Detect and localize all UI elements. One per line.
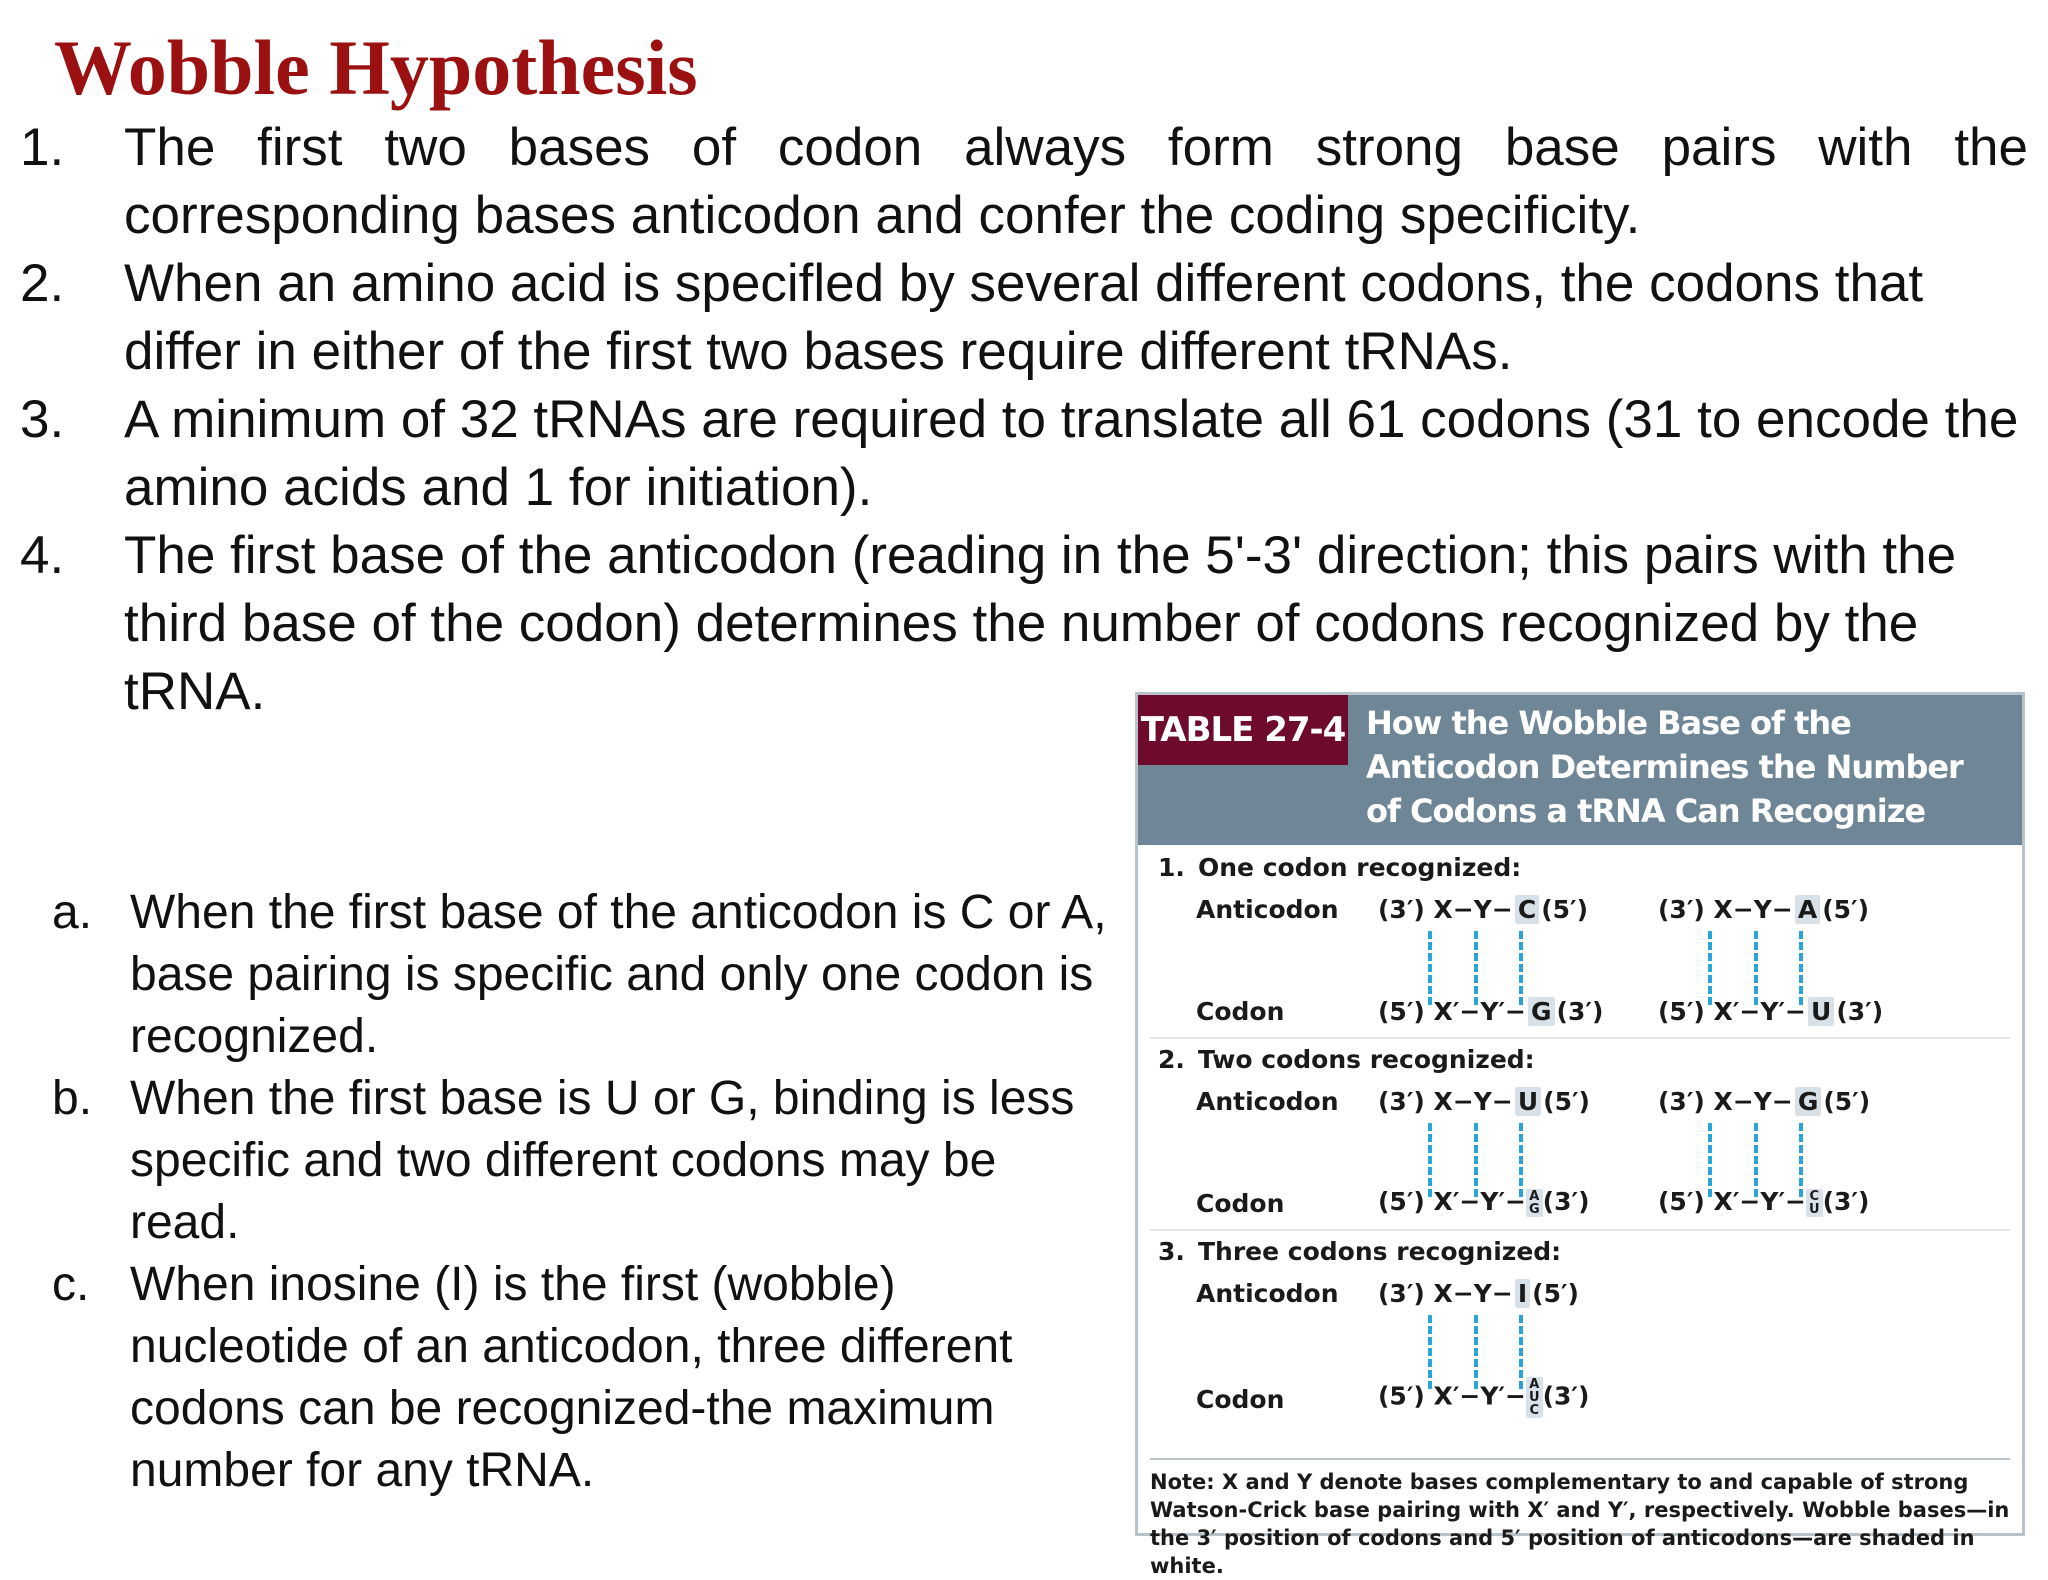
section-heading-text: Two codons recognized:: [1198, 1045, 1535, 1074]
section-heading-text: Three codons recognized:: [1198, 1237, 1562, 1266]
anticodon-label: Anticodon: [1196, 1087, 1339, 1116]
wobble-base: A: [1795, 895, 1820, 924]
wobble-base: U: [1515, 1087, 1541, 1116]
list-item-text: When the first base of the anticodon is C or A, base pairing is specific and only one codon is recognized.: [130, 886, 1107, 1063]
codon-prefix: (5′) X′−Y′−: [1378, 997, 1526, 1026]
codon-prefix: (5′) X′−Y′−: [1378, 1381, 1526, 1411]
list-item: [52, 1254, 1112, 1502]
codon-suffix: (3′): [1822, 1187, 1870, 1216]
wobble-base-stack: [1526, 1377, 1543, 1418]
anticodon-prefix: (3′) X−Y−: [1378, 895, 1513, 924]
codon-label: Codon: [1196, 997, 1285, 1026]
list-item-text: When an amino acid is specifled by several different codons, the codons that differ in either of the first two bases require different tRNAs.: [124, 254, 1924, 381]
numbered-list: [20, 114, 2028, 726]
codon-suffix: (3′): [1836, 997, 1884, 1026]
anticodon-suffix: (5′): [1532, 1279, 1579, 1308]
codon-label: Codon: [1196, 1189, 1285, 1218]
list-marker: 2.: [20, 254, 65, 313]
list-item-text: A minimum of 32 tRNAs are required to translate all 61 codons (31 to encode the amino acids and 1 for initiation).: [124, 390, 2019, 517]
anticodon-suffix: (5′): [1541, 895, 1589, 924]
codon-prefix: (5′) X′−Y′−: [1658, 997, 1806, 1026]
wobble-base-option: A: [1529, 1377, 1540, 1392]
codon-expression: [1658, 1187, 1869, 1217]
list-marker: a.: [52, 886, 93, 939]
anticodon-prefix: (3′) X−Y−: [1378, 1087, 1513, 1116]
wobble-table-figure: [1135, 692, 2025, 1578]
anticodon-suffix: (5′): [1543, 1087, 1590, 1116]
anticodon-expression: [1378, 1279, 1579, 1308]
anticodon-label: Anticodon: [1196, 1279, 1339, 1308]
anticodon-expression: [1378, 1087, 1590, 1116]
section-number: 2.: [1158, 1045, 1185, 1074]
base-pair-bond: [1519, 1123, 1529, 1197]
table-header: [1138, 695, 2022, 845]
base-pair-bond: [1708, 1123, 1718, 1197]
codon-suffix: (3′): [1542, 1187, 1590, 1216]
list-item: [52, 882, 1112, 1068]
base-pair-bond: [1799, 931, 1809, 1005]
anticodon-expression: [1658, 895, 1869, 924]
wobble-base-option: U: [1529, 1390, 1540, 1405]
codon-label: Codon: [1196, 1385, 1285, 1414]
lettered-list: [52, 882, 1112, 1502]
codon-expression: [1378, 1187, 1590, 1217]
base-pair-bond: [1754, 1123, 1764, 1197]
list-marker: c.: [52, 1258, 90, 1311]
wobble-base-stack: [1806, 1189, 1823, 1217]
table-number-label: TABLE 27-4: [1138, 695, 1348, 765]
list-item: [52, 1068, 1112, 1254]
wobble-base: G: [1795, 1087, 1822, 1116]
wobble-base: C: [1515, 895, 1539, 924]
base-pair-bond: [1474, 1123, 1484, 1197]
base-pair-bond: [1799, 1123, 1809, 1197]
list-item-text: When inosine (I) is the first (wobble) nucleotide of an anticodon, three different codons can be recognized-the maximum number for any tRNA.: [130, 1258, 1013, 1497]
base-pair-bond: [1428, 931, 1438, 1005]
wobble-base: U: [1808, 997, 1834, 1026]
section-number: 3.: [1158, 1237, 1185, 1266]
codon-suffix: (3′): [1556, 997, 1604, 1026]
codon-expression: [1378, 997, 1603, 1026]
wobble-base-option: U: [1809, 1202, 1820, 1217]
section-divider: [1150, 1229, 2010, 1231]
base-pair-bond: [1428, 1123, 1438, 1197]
list-item: [20, 386, 2028, 522]
anticodon-prefix: (3′) X−Y−: [1658, 1087, 1793, 1116]
wobble-base: I: [1515, 1279, 1530, 1308]
list-marker: 4.: [20, 526, 65, 585]
wobble-base-option: C: [1809, 1189, 1820, 1204]
base-pair-bond: [1754, 931, 1764, 1005]
codon-expression: [1378, 1377, 1589, 1418]
section-number: 1.: [1158, 853, 1185, 882]
codon-expression: [1658, 997, 1883, 1026]
anticodon-expression: [1658, 1087, 1870, 1116]
wobble-base-option: G: [1529, 1202, 1540, 1217]
base-pair-bond: [1474, 931, 1484, 1005]
anticodon-expression: [1378, 895, 1588, 924]
section-heading: [1158, 1237, 1561, 1266]
anticodon-suffix: (5′): [1822, 895, 1870, 924]
list-marker: 1.: [20, 118, 65, 177]
list-item-text-inner: The first base of the anticodon (reading in the 5'-3' direction; this pairs with the third base of the codon) determines the number of codons recognized by the tRNA.: [124, 526, 1957, 721]
wobble-base-stack: [1526, 1189, 1543, 1217]
table-title: How the Wobble Base of the Anticodon Determines the Number of Codons a tRNA Can Recognize: [1366, 704, 1963, 830]
list-item: [20, 522, 1957, 726]
section-divider: [1150, 1037, 2010, 1039]
codon-prefix: (5′) X′−Y′−: [1378, 1187, 1526, 1216]
table-note: Note: X and Y denote bases complementary to and capable of strong Watson-Crick base pairing with X′ and Y′, respectively. Wobble bases—in the 3′ position of codons and 5′ position of anticodons—are shaded in white.: [1150, 1458, 2010, 1580]
list-item-text: The first two bases of codon always form strong base pairs with the corresponding bases anticodon and confer the coding specificity.: [124, 118, 2028, 245]
anticodon-suffix: (5′): [1823, 1087, 1871, 1116]
anticodon-prefix: (3′) X−Y−: [1658, 895, 1793, 924]
section-heading: [1158, 853, 1521, 882]
list-marker: 3.: [20, 390, 65, 449]
section-heading: [1158, 1045, 1535, 1074]
list-marker: b.: [52, 1072, 93, 1125]
base-pair-bond: [1519, 931, 1529, 1005]
list-item-text: When the first base is U or G, binding is less specific and two different codons may be read.: [130, 1072, 1075, 1249]
list-item: [20, 114, 2028, 250]
anticodon-label: Anticodon: [1196, 895, 1339, 924]
wobble-base-option: C: [1529, 1403, 1540, 1418]
base-pair-bond: [1708, 931, 1718, 1005]
page-title: Wobble Hypothesis: [54, 24, 698, 111]
wobble-base-option: A: [1529, 1189, 1540, 1204]
section-heading-text: One codon recognized:: [1198, 853, 1522, 882]
list-item: [20, 250, 2028, 386]
wobble-base: G: [1528, 997, 1555, 1026]
codon-prefix: (5′) X′−Y′−: [1658, 1187, 1806, 1216]
codon-suffix: (3′): [1542, 1381, 1590, 1411]
anticodon-prefix: (3′) X−Y−: [1378, 1279, 1513, 1308]
